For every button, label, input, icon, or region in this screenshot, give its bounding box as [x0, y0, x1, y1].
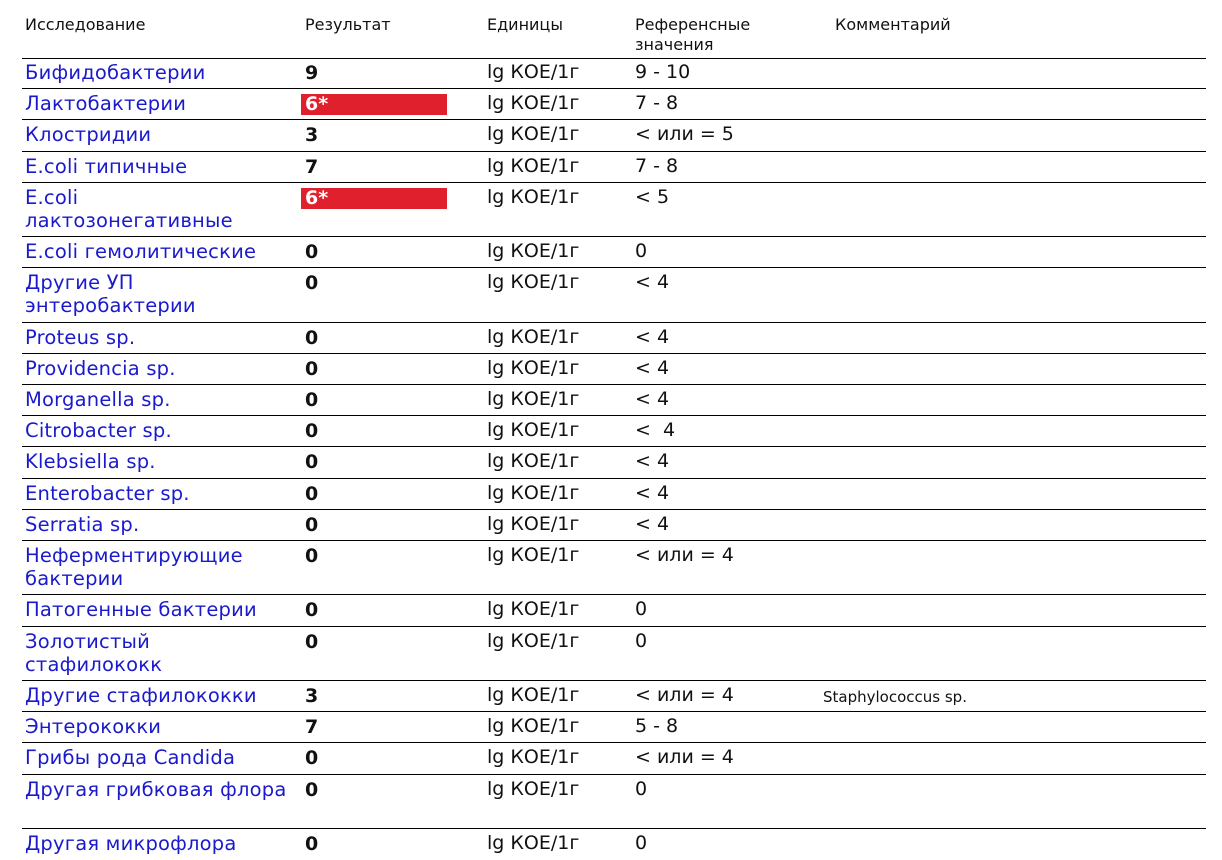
table-row	[22, 89, 1206, 120]
units-value: lg КОЕ/1г	[487, 598, 580, 621]
table-row	[22, 510, 1206, 541]
result-value: 9	[305, 62, 319, 84]
table-row	[22, 775, 1206, 829]
reference-value: < или = 5	[635, 123, 734, 146]
units-value: lg КОЕ/1г	[487, 154, 580, 177]
table-row	[22, 385, 1206, 416]
units-value: lg КОЕ/1г	[487, 185, 580, 208]
result-value-flagged: 6*	[301, 188, 447, 209]
result-value: 0	[305, 778, 319, 801]
result-value: 0	[305, 482, 319, 505]
result-value: 0	[305, 272, 319, 295]
study-name[interactable]: Лактобактерии	[25, 92, 187, 116]
table-row	[22, 743, 1206, 774]
result-value: 0	[305, 389, 319, 412]
result-value-flagged: 6*	[301, 94, 447, 115]
units-value: lg КОЕ/1г	[487, 240, 580, 263]
table-row	[22, 354, 1206, 385]
units-value: lg КОЕ/1г	[487, 356, 580, 379]
study-name[interactable]: Providencia sp.	[25, 356, 176, 380]
study-name[interactable]: E.coli гемолитические	[25, 240, 257, 264]
study-name[interactable]: Enterobacter sp.	[25, 481, 190, 505]
header-reference: Референсные значения	[635, 15, 751, 54]
result-value: 0	[305, 357, 319, 380]
reference-value: 0	[635, 629, 648, 652]
reference-value: < 5	[635, 185, 670, 208]
study-name[interactable]: Золотистый стафилококк	[25, 629, 163, 676]
units-value: lg КОЕ/1г	[487, 777, 580, 800]
units-value: lg КОЕ/1г	[487, 629, 580, 652]
units-value: lg КОЕ/1г	[487, 419, 580, 442]
study-name[interactable]: Грибы рода Candida	[25, 746, 236, 770]
study-name[interactable]: Proteus sp.	[25, 325, 136, 349]
table-row	[22, 58, 1206, 89]
reference-value: 9 - 10	[635, 61, 691, 83]
reference-value: < 4	[635, 271, 670, 294]
units-value: lg КОЕ/1г	[487, 123, 580, 146]
result-value: 0	[305, 420, 319, 443]
table-row	[22, 447, 1206, 478]
result-value: 0	[305, 326, 319, 349]
reference-value: < или = 4	[635, 544, 734, 567]
reference-value: < 4	[635, 325, 670, 348]
reference-value: 5 - 8	[635, 715, 679, 738]
units-value: lg КОЕ/1г	[487, 388, 580, 411]
reference-value: 0	[635, 777, 648, 800]
table-row	[22, 829, 1206, 860]
study-name[interactable]: Serratia sp.	[25, 512, 140, 536]
result-value: 0	[305, 513, 319, 536]
study-name[interactable]: Бифидобактерии	[25, 61, 206, 84]
reference-value: < 4	[635, 481, 670, 504]
header-study: Исследование	[25, 15, 146, 34]
study-name[interactable]: Энтерококки	[25, 715, 162, 739]
result-value: 0	[305, 545, 319, 568]
result-value: 3	[305, 124, 319, 147]
result-value: 0	[305, 451, 319, 474]
units-value: lg КОЕ/1г	[487, 544, 580, 567]
reference-value: < или = 4	[635, 684, 734, 706]
study-name[interactable]: Другие УП энтеробактерии	[25, 271, 196, 318]
study-name[interactable]: Другие стафилококки	[25, 684, 257, 707]
table-row	[22, 416, 1206, 447]
study-name[interactable]: Morganella sp.	[25, 388, 171, 412]
table-row	[22, 323, 1206, 354]
table-row	[22, 268, 1206, 322]
units-value: lg КОЕ/1г	[487, 684, 580, 706]
result-value: 7	[305, 155, 319, 178]
study-name[interactable]: Citrobacter sp.	[25, 419, 172, 443]
reference-value: 0	[635, 831, 648, 854]
result-value: 7	[305, 716, 319, 739]
reference-value: 7 - 8	[635, 154, 679, 177]
units-value: lg КОЕ/1г	[487, 271, 580, 294]
reference-value: < или = 4	[635, 746, 734, 769]
units-value: lg КОЕ/1г	[487, 61, 580, 83]
units-value: lg КОЕ/1г	[487, 831, 580, 854]
units-value: lg КОЕ/1г	[487, 746, 580, 769]
table-row	[22, 479, 1206, 510]
reference-value: 0	[635, 240, 648, 263]
table-row	[22, 627, 1206, 681]
header-result: Результат	[305, 15, 391, 34]
comment-value: Staphylococcus sp.	[823, 688, 967, 706]
result-value: 3	[305, 685, 319, 707]
table-row	[22, 595, 1206, 626]
table-row	[22, 237, 1206, 268]
result-value: 0	[305, 832, 319, 855]
reference-value: < 4	[635, 419, 676, 442]
header-comment: Комментарий	[835, 15, 951, 34]
results-table	[22, 58, 1206, 860]
table-row	[22, 120, 1206, 151]
table-row	[22, 183, 1206, 237]
result-value: 0	[305, 747, 319, 770]
table-row	[22, 681, 1206, 712]
units-value: lg КОЕ/1г	[487, 92, 580, 115]
study-name[interactable]: E.coli лактозонегативные	[25, 185, 233, 232]
table-header	[0, 0, 1222, 58]
result-value: 0	[305, 599, 319, 622]
study-name[interactable]: Другая микрофлора	[25, 831, 237, 855]
units-value: lg КОЕ/1г	[487, 512, 580, 535]
table-row	[22, 152, 1206, 183]
reference-value: 7 - 8	[635, 92, 679, 115]
reference-value: < 4	[635, 388, 670, 411]
study-name[interactable]: Клостридии	[25, 123, 152, 147]
table-row	[22, 541, 1206, 595]
units-value: lg КОЕ/1г	[487, 715, 580, 738]
reference-value: < 4	[635, 450, 670, 473]
result-value: 0	[305, 630, 319, 653]
study-name[interactable]: Патогенные бактерии	[25, 598, 257, 622]
reference-value: 0	[635, 598, 648, 621]
units-value: lg КОЕ/1г	[487, 450, 580, 473]
header-units: Единицы	[487, 15, 563, 34]
table-row	[22, 712, 1206, 743]
reference-value: < 4	[635, 512, 670, 535]
result-value: 0	[305, 241, 319, 264]
study-name[interactable]: E.coli типичные	[25, 154, 188, 178]
units-value: lg КОЕ/1г	[487, 325, 580, 348]
units-value: lg КОЕ/1г	[487, 481, 580, 504]
study-name[interactable]: Другая грибковая флора	[25, 777, 287, 801]
study-name[interactable]: Klebsiella sp.	[25, 450, 156, 474]
reference-value: < 4	[635, 356, 670, 379]
study-name[interactable]: Неферментирующие бактерии	[25, 544, 243, 591]
